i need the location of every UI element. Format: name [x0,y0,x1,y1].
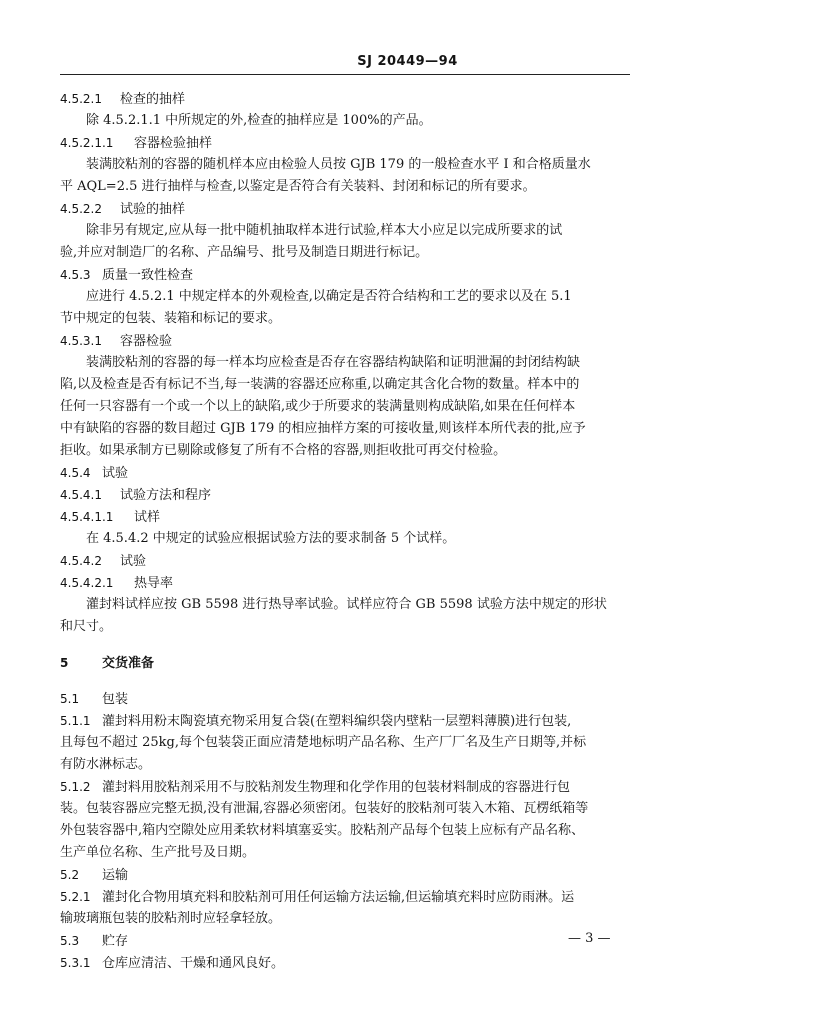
paragraph-line: 有防水淋标志。 [60,757,152,772]
section-5-heading: 5 交货准备 [60,656,155,671]
heading-5-2: 5.2 运输 [60,868,129,883]
paragraph-line: 中有缺陷的容器的数目超过 GJB 179 的相应抽样方案的可接收量,则该样本所代表的批,应予 [60,421,586,436]
paragraph: 除 4.5.2.1.1 中所规定的外,检查的抽样应是 100%的产品。 [86,113,432,128]
paragraph-line: 验,并应对制造厂的名称、产品编号、批号及制造日期进行标记。 [60,245,429,260]
paragraph-line: 应进行 4.5.2.1 中规定样本的外观检查,以确定是否符合结构和工艺的要求以及在 5.1 [86,289,572,304]
paragraph-line: 外包装容器中,箱内空隙处应用柔软材料填塞妥实。胶粘剂产品每个包装上应标有产品名称、 [60,823,585,838]
paragraph-line: 装。包装容器应完整无损,没有泄漏,容器必须密闭。包装好的胶粘剂可装入木箱、瓦楞纸箱等 [60,801,589,816]
heading-5-1: 5.1 包装 [60,692,129,707]
heading-4-5-2-2: 4.5.2.2 试验的抽样 [60,202,186,217]
paragraph-line: 陷,以及检查是否有标记不当,每一装满的容器还应称重,以确定其含化合物的数量。样本中的 [60,377,580,392]
heading-4-5-3-1: 4.5.3.1 容器检验 [60,334,173,349]
paragraph-line: 装满胶粘剂的容器的随机样本应由检验人员按 GJB 179 的一般检查水平 I 和合格质量水 [86,157,591,172]
clause-5-3-1: 5.3.1 仓库应清洁、干燥和通风良好。 [60,956,285,971]
heading-5-3: 5.3 贮存 [60,934,129,949]
heading-4-5-3: 4.5.3 质量一致性检查 [60,268,194,283]
heading-4-5-2-1: 4.5.2.1 检查的抽样 [60,92,186,107]
paragraph-line: 输玻璃瓶包装的胶粘剂时应轻拿轻放。 [60,911,282,926]
clause-5-2-1: 5.2.1 灌封化合物用填充料和胶粘剂可用任何运输方法运输,但运输填充料时应防雨淋。运 [60,890,575,905]
heading-4-5-2-1-1: 4.5.2.1.1 容器检验抽样 [60,136,213,151]
paragraph-line: 和尺寸。 [60,619,113,634]
paragraph-line: 平 AQL=2.5 进行抽样与检查,以鉴定是否符合有关装料、封闭和标记的所有要求。 [60,179,536,194]
paragraph-line: 生产单位名称、生产批号及日期。 [60,845,256,860]
heading-4-5-4-2-1: 4.5.4.2.1 热导率 [60,576,174,591]
heading-4-5-4-1: 4.5.4.1 试验方法和程序 [60,488,212,503]
header-rule [60,74,630,75]
page-body [60,88,632,974]
page-number: — 3 — [568,931,611,946]
heading-4-5-4-2: 4.5.4.2 试验 [60,554,147,569]
heading-4-5-4: 4.5.4 试验 [60,466,129,481]
paragraph-line: 任何一只容器有一个或一个以上的缺陷,或少于所要求的装满量则构成缺陷,如果在任何样本 [60,399,576,414]
paragraph: 在 4.5.4.2 中规定的试验应根据试验方法的要求制备 5 个试样。 [86,531,456,546]
heading-4-5-4-1-1: 4.5.4.1.1 试样 [60,510,161,525]
paragraph-line: 拒收。如果承制方已剔除或修复了所有不合格的容器,则拒收批可再交付检验。 [60,443,507,458]
paragraph-line: 除非另有规定,应从每一批中随机抽取样本进行试验,样本大小应足以完成所要求的试 [86,223,563,238]
paragraph-line: 装满胶粘剂的容器的每一样本均应检查是否存在容器结构缺陷和证明泄漏的封闭结构缺 [86,355,581,370]
clause-5-1-2: 5.1.2 灌封料用胶粘剂采用不与胶粘剂发生物理和化学作用的包装材料制成的容器进行包 [60,780,571,795]
document-code: SJ 20449—94 [357,54,458,69]
paragraph-line: 且每包不超过 25kg,每个包装袋正面应清楚地标明产品名称、生产厂厂名及生产日期等,并标 [60,735,587,750]
clause-5-1-1: 5.1.1 灌封料用粉末陶瓷填充物采用复合袋(在塑料编织袋内壁粘一层塑料薄膜)进行包装, [60,714,572,729]
paragraph-line: 节中规定的包装、装箱和标记的要求。 [60,311,282,326]
paragraph-line: 灌封料试样应按 GB 5598 进行热导率试验。试样应符合 GB 5598 试验方法中规定的形状 [86,597,607,612]
